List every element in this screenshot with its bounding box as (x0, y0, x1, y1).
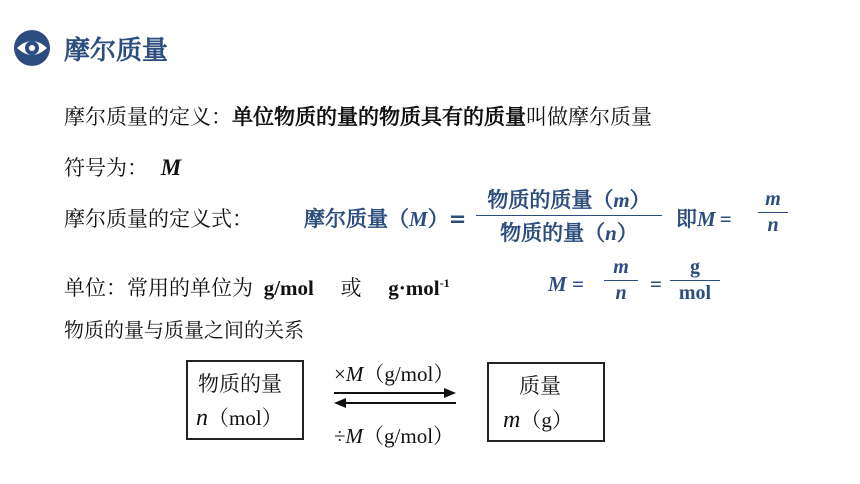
eye-icon (12, 28, 52, 68)
bottom-arrow-unit: （g/mol） (363, 424, 455, 448)
formula-short-lhs: M (697, 207, 716, 231)
definition-suffix: 叫做摩尔质量 (526, 105, 652, 129)
unit-or: 或 (340, 276, 362, 300)
relation-title: 物质的量与质量之间的关系 (64, 318, 304, 342)
unit-num: m (613, 256, 629, 278)
unit-fraction-1 (604, 256, 638, 305)
bottom-arrow-op: ÷ (334, 424, 346, 448)
definition-prefix: 摩尔质量的定义： (64, 105, 232, 129)
formula-lhs-text: 摩尔质量（ (304, 207, 409, 231)
right-arrowhead (444, 388, 456, 398)
unit-line (64, 272, 450, 302)
unit-gmol-inverse (388, 276, 449, 300)
unit-den2: mol (678, 282, 712, 304)
formula-denominator (476, 217, 662, 247)
left-box-unit: （mol） (208, 406, 283, 430)
symbol-label: 符号为： (64, 156, 148, 180)
right-box-var: m (503, 407, 521, 433)
left-box-title: 物质的量 (198, 372, 282, 396)
top-arrow-unit: （g/mol） (363, 362, 455, 386)
definition-line (64, 101, 652, 131)
formula-num-close: ） (629, 188, 651, 212)
left-arrowhead (334, 398, 346, 408)
formula-den-var: n (605, 221, 617, 245)
unit-eq1: = (571, 272, 584, 296)
bottom-arrow-var: M (345, 424, 364, 448)
unit-den: n (615, 282, 627, 304)
top-arrow-label (334, 358, 454, 388)
formula-short-eq: = (719, 207, 732, 231)
unit-label: 单位：常用的单位为 (64, 276, 253, 300)
formula-equals: = (448, 207, 467, 231)
short-fraction-bar (758, 212, 788, 213)
formula-short (676, 203, 732, 233)
fraction-bar (476, 215, 662, 216)
unit-fraction-2 (670, 256, 720, 305)
formula-num-text: 物质的质量（ (487, 188, 614, 212)
left-box-unit-line (196, 402, 283, 432)
left-box (186, 360, 304, 440)
symbol-value: M (160, 155, 182, 180)
right-box-title: 质量 (519, 374, 561, 398)
left-box-var: n (196, 405, 208, 431)
formula-lhs (304, 203, 466, 233)
unit-gmol: g/mol (263, 276, 314, 300)
right-box-unit-line (503, 404, 573, 434)
unit2-base: g·mol (388, 276, 440, 300)
right-box-unit: （g） (520, 408, 573, 432)
formula-fraction (476, 184, 662, 247)
bottom-arrow-label (334, 420, 454, 450)
unit-fraction-bar-2 (670, 280, 720, 281)
formula-den-close: ） (616, 221, 638, 245)
symbol-line (64, 152, 181, 182)
unit-fraction-bar-1 (604, 280, 638, 281)
formula-short-num: m (765, 188, 781, 210)
unit-eq-lhs (548, 272, 584, 297)
formula-short-fraction (758, 188, 788, 237)
unit-eq2: = (650, 272, 662, 296)
conversion-arrows (330, 386, 460, 410)
formula-short-den: n (767, 214, 779, 236)
formula-lhs-var: M (409, 207, 428, 231)
right-box (487, 362, 605, 442)
formula-num-var: m (613, 188, 630, 212)
formula-label: 摩尔质量的定义式： (64, 207, 253, 231)
top-arrow-var: M (345, 362, 364, 386)
top-arrow-op: × (334, 362, 346, 386)
formula-den-text: 物质的量（ (500, 221, 606, 245)
page-title: 摩尔质量 (64, 36, 169, 66)
unit-eq-var: M (548, 272, 567, 296)
unit2-exp: -1 (439, 276, 450, 290)
formula-numerator (476, 184, 662, 214)
unit-num2: g (690, 256, 700, 278)
formula-ji: 即 (676, 207, 697, 231)
formula-lhs-close: ） (427, 207, 449, 231)
definition-bold: 单位物质的量的物质具有的质量 (232, 105, 526, 129)
